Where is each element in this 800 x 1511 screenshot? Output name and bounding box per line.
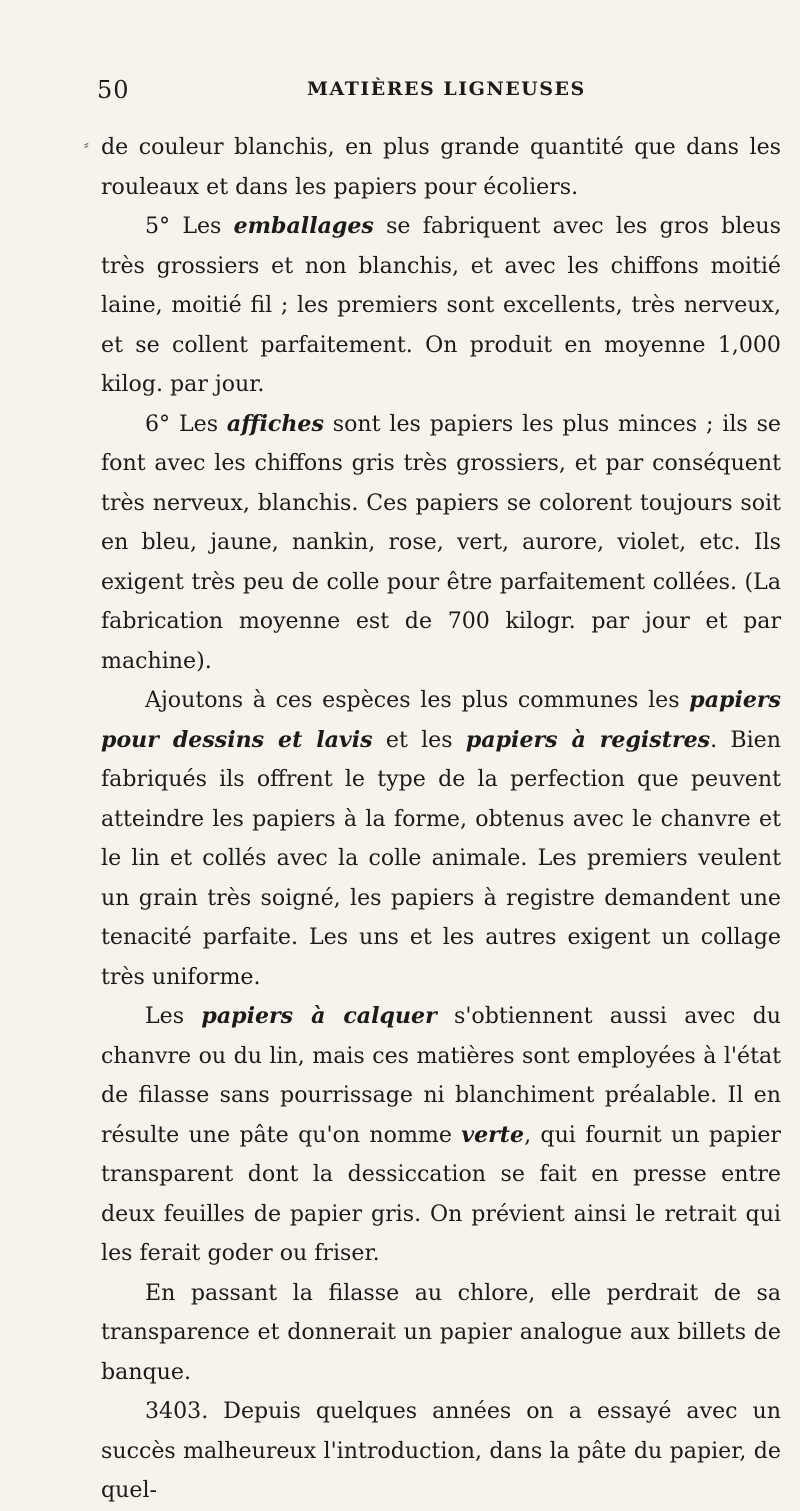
page-header bbox=[97, 76, 737, 110]
text-run: . Bien fabriqués ils offrent le type de la perfection que peuvent atteindre les papiers à la forme, obtenus avec le chanvre et le lin et collés avec la colle animale. Les premiers veulent un grain très soigné, les papiers à registre demandent une tenacité parfaite. Les uns et les autres exigent un collage très uniforme. bbox=[101, 726, 781, 990]
text-run: En passant la filasse au chlore, elle perdrait de sa transparence et donnerait un papier analogue aux billets de banque. bbox=[101, 1279, 781, 1385]
paragraph bbox=[101, 997, 781, 1274]
paragraph bbox=[101, 128, 781, 207]
italic-term: verte bbox=[461, 1121, 525, 1148]
text-run: 6° Les bbox=[145, 410, 227, 437]
text-run: 3403. Depuis quelques années on a essayé avec un succès malheureux l'introduction, dans la pâte du papier, de quel- bbox=[101, 1398, 781, 1503]
text-run: Les bbox=[145, 1003, 202, 1029]
paragraph bbox=[101, 207, 781, 405]
paragraph bbox=[101, 681, 781, 997]
italic-term: papiers à registres bbox=[465, 726, 711, 753]
running-title: MATIÈRES LIGNEUSES bbox=[307, 78, 586, 100]
page-number: 50 bbox=[97, 76, 130, 104]
text-run: de couleur blanchis, en plus grande quantité que dans les rouleaux et dans les papiers pour écoliers. bbox=[101, 134, 781, 200]
text-run: Ajoutons à ces espèces les plus communes les bbox=[145, 687, 690, 713]
text-run: se fabriquent avec les gros bleus très grossiers et non blanchis, et avec les chiffons moitié laine, moitié fil ; les premiers sont excellents, très nerveux, et se collent parfaitement. On produit en moyenne 1,000 kilog. par jour. bbox=[101, 213, 781, 397]
text-run: sont les papiers les plus minces ; ils se font avec les chiffons gris très grossiers, et par conséquent très nerveux, blanchis. Ces papiers se colorent toujours soit en bleu, jaune, nankin, rose, vert, aurore, violet, etc. Ils exigent très peu de colle pour être parfaitement collées. (La fabrication moyenne est de 700 kilogr. par jour et par machine). bbox=[101, 410, 781, 674]
italic-term: papiers pour dessins et lavis bbox=[101, 687, 781, 753]
text-run: 5° Les bbox=[145, 213, 234, 239]
paragraph bbox=[101, 405, 781, 682]
text-run: , qui fournit un papier transparent dont la dessiccation se fait en presse entre deux feuilles de papier gris. On prévient ainsi le retrait qui les ferait goder ou friser. bbox=[101, 1121, 781, 1266]
text-run: et les bbox=[372, 726, 466, 753]
italic-term: papiers à calquer bbox=[201, 1003, 437, 1029]
text-run: s'obtiennent aussi avec du chanvre ou du lin, mais ces matières sont employées à l'état de filasse sans pourrissage ni blanchiment préalable. Il en résulte une pâte qu'on nomme bbox=[101, 1003, 782, 1148]
italic-term: affiches bbox=[226, 410, 324, 437]
paragraph bbox=[101, 1274, 781, 1393]
italic-term: emballages bbox=[233, 213, 374, 239]
paragraph bbox=[101, 1392, 781, 1511]
margin-mark-icon: ⸗ bbox=[84, 137, 89, 153]
body-text bbox=[101, 128, 781, 1511]
